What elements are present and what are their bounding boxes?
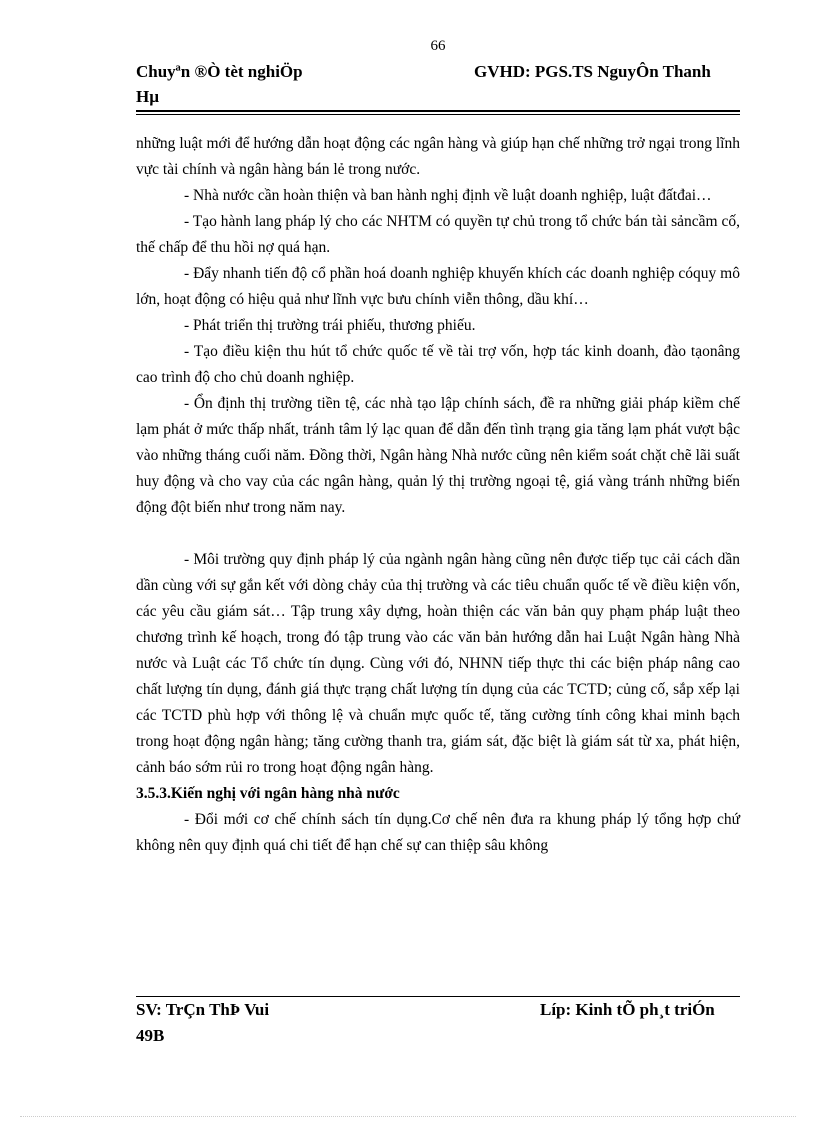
footer-rule <box>136 996 740 997</box>
paragraph-6: - Tạo điều kiện thu hút tổ chức quốc tế về tài trợ vốn, hợp tác kinh doanh, đào tạonâng cao trình độ cho chủ doanh nghiệp. <box>136 343 740 386</box>
header-advisor: GVHD: PGS.TS NguyÔn Thanh <box>474 62 711 81</box>
page-edge-dots <box>20 1116 796 1117</box>
footer-major: Líp: Kinh tÕ ph¸t triÓn <box>540 1000 715 1019</box>
body-text <box>136 131 740 859</box>
header-rule <box>136 110 740 112</box>
footer-student-class: 49B <box>136 1026 165 1045</box>
paragraph-2: - Nhà nước cần hoàn thiện và ban hành nghị định về luật doanh nghiệp, luật đấtđai… <box>184 187 712 204</box>
paragraph-1: những luật mới để hướng dẫn hoạt động các ngân hàng và giúp hạn chế những trở ngại trong lĩnh vực tài chính và ngân hàng bán lẻ trong nước. <box>136 135 740 178</box>
paragraph-4: - Đẩy nhanh tiến độ cổ phần hoá doanh nghiệp khuyến khích các doanh nghiệp cóquy mô lớn, hoạt động có hiệu quả như lĩnh vực bưu chính viễn thông, dầu khí… <box>136 265 740 308</box>
paragraph-7: - Ổn định thị trường tiền tệ, các nhà tạo lập chính sách, đề ra những giải pháp kiềm chế lạm phát ở mức thấp nhất, tránh tâm lý lạc quan để dẫn đến tình trạng gia tăng lạm phát vượt bậc vào những tháng cuối năm. Đồng thời, Ngân hàng Nhà nước cũng nên kiểm soát chặt chẽ lãi suất huy động và cho vay của các ngân hàng, quản lý thị trường ngoại tệ, giá vàng tránh những biến động đột biến như trong năm nay. <box>136 395 740 516</box>
paragraph-9: - Đổi mới cơ chế chính sách tín dụng.Cơ chế nên đưa ra khung pháp lý tổng hợp chứ không nên quy định quá chi tiết để hạn chế sự can thiệp sâu không <box>136 811 740 854</box>
paragraph-8: - Môi trường quy định pháp lý của ngành ngân hàng cũng nên được tiếp tục cải cách dần dần cùng với sự gắn kết với dòng chảy của thị trường và các tiêu chuẩn quốc tế về điều kiện vốn, các yêu cầu giám sát… Tập trung xây dựng, hoàn thiện các văn bản quy phạm pháp luật theo chương trình kế hoạch, trong đó tập trung vào các văn bản hướng dẫn hai Luật Ngân hàng Nhà nước và Luật các Tổ chức tín dụng. Cùng với đó, NHNN tiếp thực thi các biện pháp nâng cao chất lượng tín dụng, đánh giá thực trạng chất lượng tín dụng của các TCTD; củng cố, sắp xếp lại các TCTD phù hợp với thông lệ và chuẩn mực quốc tế, tăng cường tính công khai minh bạch trong hoạt động ngân hàng; tăng cường thanh tra, giám sát, đặc biệt là giám sát từ xa, phát hiện, cảnh báo sớm rủi ro trong hoạt động ngân hàng. <box>136 551 740 776</box>
header-thesis-title-cont: Hµ <box>136 87 160 106</box>
section-heading: 3.5.3.Kiến nghị với ngân hàng nhà nước <box>136 785 400 802</box>
footer-student: SV: TrÇn ThÞ Vui <box>136 1000 270 1019</box>
page-number: 66 <box>430 38 446 54</box>
paragraph-3: - Tạo hành lang pháp lý cho các NHTM có quyền tự chủ trong tổ chức bán tài sảncầm cố, thế chấp để thu hồi nợ quá hạn. <box>136 213 740 256</box>
header-thesis-title: Chuyªn ®Ò tèt nghiÖp <box>136 62 303 81</box>
header-rule-thin <box>136 114 740 115</box>
paragraph-5: - Phát triển thị trường trái phiếu, thương phiếu. <box>184 317 476 334</box>
paragraph-gap <box>136 521 740 547</box>
